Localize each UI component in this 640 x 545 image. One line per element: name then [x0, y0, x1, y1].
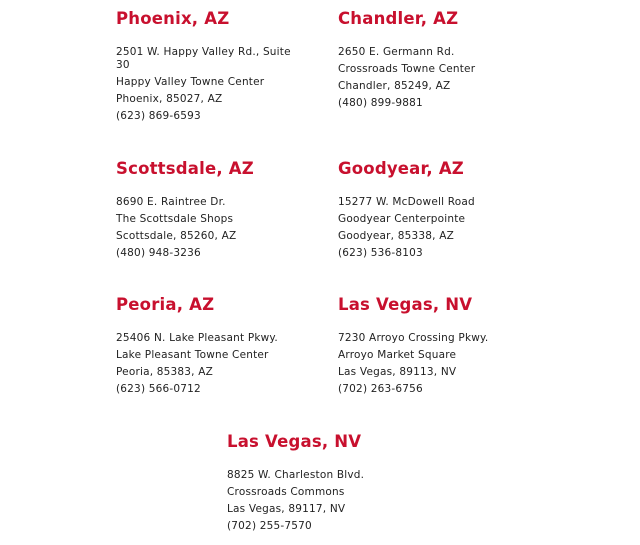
location-title: Scottsdale, AZ — [116, 159, 254, 178]
phone-number[interactable]: (623) 536-8103 — [338, 247, 423, 259]
address-city: Peoria, 85383, AZ — [116, 366, 214, 378]
phone-number[interactable]: (480) 899-9881 — [338, 97, 423, 109]
phone-number[interactable]: (480) 948-3236 — [116, 247, 201, 259]
address-street: 2650 E. Germann Rd. — [338, 46, 455, 58]
address-center: Lake Pleasant Towne Center — [116, 349, 269, 361]
address-street: 7230 Arroyo Crossing Pkwy. — [338, 332, 489, 344]
address-street: 8690 E. Raintree Dr. — [116, 196, 226, 208]
phone-number[interactable]: (702) 263-6756 — [338, 383, 423, 395]
location-address — [338, 46, 553, 110]
location-title: Las Vegas, NV — [338, 295, 473, 314]
location-card-las-vegas-charleston — [227, 432, 442, 537]
location-address — [116, 332, 331, 396]
location-card-las-vegas-arroyo — [338, 295, 553, 400]
location-address — [116, 46, 331, 123]
address-street: 15277 W. McDowell Road — [338, 196, 475, 208]
address-center: Crossroads Commons — [227, 486, 345, 498]
address-center: Crossroads Towne Center — [338, 63, 476, 75]
location-address — [338, 332, 553, 396]
address-center: Happy Valley Towne Center — [116, 76, 265, 88]
address-center: The Scottsdale Shops — [116, 213, 234, 225]
location-title: Peoria, AZ — [116, 295, 215, 314]
phone-number[interactable]: (623) 566-0712 — [116, 383, 201, 395]
address-city: Las Vegas, 89117, NV — [227, 503, 346, 515]
address-city: Scottsdale, 85260, AZ — [116, 230, 237, 242]
address-center: Goodyear Centerpointe — [338, 213, 466, 225]
address-city: Chandler, 85249, AZ — [338, 80, 451, 92]
location-title: Las Vegas, NV — [227, 432, 362, 451]
address-street: 8825 W. Charleston Blvd. — [227, 469, 365, 481]
phone-number[interactable]: (702) 255-7570 — [227, 520, 312, 532]
location-title: Chandler, AZ — [338, 9, 459, 28]
location-title: Goodyear, AZ — [338, 159, 464, 178]
address-city: Las Vegas, 89113, NV — [338, 366, 457, 378]
address-city: Goodyear, 85338, AZ — [338, 230, 455, 242]
address-street: 2501 W. Happy Valley Rd., Suite 30 — [116, 46, 291, 71]
location-card-goodyear — [338, 159, 553, 264]
address-street: 25406 N. Lake Pleasant Pkwy. — [116, 332, 278, 344]
location-card-scottsdale — [116, 159, 331, 264]
location-card-phoenix — [116, 9, 331, 127]
location-card-peoria — [116, 295, 331, 400]
location-address — [116, 196, 331, 260]
phone-number[interactable]: (623) 869-6593 — [116, 110, 201, 122]
address-center: Arroyo Market Square — [338, 349, 457, 361]
address-city: Phoenix, 85027, AZ — [116, 93, 223, 105]
location-title: Phoenix, AZ — [116, 9, 230, 28]
location-card-chandler — [338, 9, 553, 114]
location-address — [227, 469, 442, 533]
location-address — [338, 196, 553, 260]
